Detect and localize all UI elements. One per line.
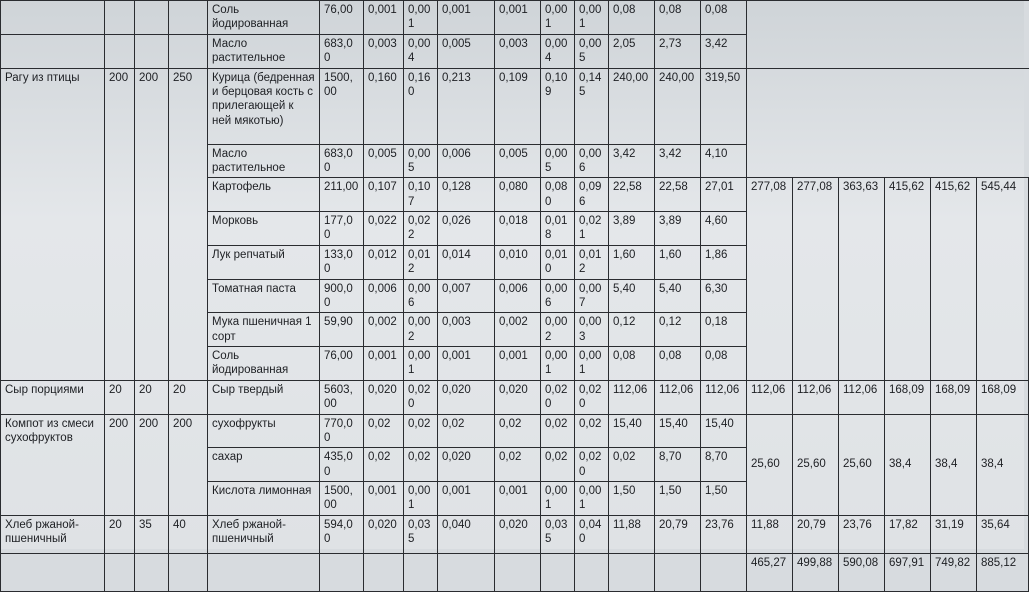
ingredient-cell: Кислота лимонная [208, 482, 320, 516]
total-cell: 38,4 [931, 414, 977, 515]
ingredient-cell: Морковь [208, 212, 320, 246]
table-row: Сыр порциями 20 20 20 Сыр твердый 5603,00 0,020 0,020 0,020 0,020 0,020 0,020 112,06 112,06 112,06 112,06 112,06 112,06 168,09 168,09 168,09 [1, 380, 1029, 414]
total-cell: 17,82 [885, 515, 931, 553]
table-row: Компот из смеси сухофруктов 200 200 200 сухофрукты 770,00 0,02 0,02 0,02 0,02 0,02 0,02 15,40 15,40 15,40 25,60 25,60 25,60 38,4 38,4 38,4 [1, 414, 1029, 448]
table-row: Томатная паста 900,00 0,006 0,006 0,007 0,006 0,006 0,007 5,40 5,40 6,30 [1, 279, 1029, 313]
ingredient-cell: Соль йодированная [208, 1, 320, 35]
grand-total-row [1, 553, 1029, 591]
ingredient-cell: Масло растительное [208, 144, 320, 178]
dish-cell: Компот из смеси сухофруктов [1, 414, 105, 515]
total-cell: 168,09 [931, 380, 977, 414]
total-cell: 38,4 [977, 414, 1029, 515]
dish-cell: Сыр порциями [1, 380, 105, 414]
ingredient-cell: Мука пшеничная 1 сорт [208, 313, 320, 347]
ingredient-cell: Сыр твердый [208, 380, 320, 414]
total-cell: 168,09 [977, 380, 1029, 414]
ingredient-cell: Масло растительное [208, 34, 320, 68]
dish-cell: Хлеб ржаной-пшеничный [1, 515, 105, 553]
table-row: сахар 435,00 0,02 0,02 0,020 0,02 0,02 0,020 0,02 8,70 8,70 [1, 448, 1029, 482]
dish-cell: Рагу из птицы [1, 68, 105, 380]
table-row: Хлеб ржаной-пшеничный 20 35 40 Хлеб ржаной-пшеничный 594,00 0,020 0,035 0,040 0,020 0,035 0,040 11,88 20,79 23,76 11,88 20,79 23,76 17,82 31,19 35,64 [1, 515, 1029, 553]
grand-total-cell: 590,08 [839, 553, 885, 591]
total-cell: 415,62 [885, 178, 931, 381]
table-row: Соль йодированная 76,00 0,001 0,001 0,001 0,001 0,001 0,001 0,08 0,08 0,08 [1, 1, 1029, 35]
table-row: Кислота лимонная 1500,00 0,001 0,001 0,001 0,001 0,001 0,001 1,50 1,50 1,50 [1, 482, 1029, 516]
total-cell: 23,76 [839, 515, 885, 553]
grand-total-cell: 749,82 [931, 553, 977, 591]
total-cell: 545,44 [977, 178, 1029, 381]
ingredient-cell: сахар [208, 448, 320, 482]
table-row: Рагу из птицы 200 200 250 Курица (бедренная и берцовая кость с прилегающей к ней мякотью) 1500,00 0,160 0,160 0,213 0,109 0,109 0,145 240,00 240,00 319,50 [1, 68, 1029, 144]
total-cell: 277,08 [793, 178, 839, 381]
ingredient-cell: Лук репчатый [208, 245, 320, 279]
dish-cell [1, 1, 105, 35]
total-cell: 277,08 [747, 178, 793, 381]
grand-total-cell: 885,12 [977, 553, 1029, 591]
total-cell: 168,09 [885, 380, 931, 414]
ingredient-cell: Картофель [208, 178, 320, 212]
total-cell: 35,64 [977, 515, 1029, 553]
total-cell: 415,62 [931, 178, 977, 381]
grand-total-cell: 697,91 [885, 553, 931, 591]
total-cell: 31,19 [931, 515, 977, 553]
table-row: Лук репчатый 133,00 0,012 0,012 0,014 0,010 0,010 0,012 1,60 1,60 1,86 [1, 245, 1029, 279]
total-cell: 25,60 [793, 414, 839, 515]
total-cell: 25,60 [747, 414, 793, 515]
table-row: Соль йодированная 76,00 0,001 0,001 0,001 0,001 0,001 0,001 0,08 0,08 0,08 [1, 347, 1029, 381]
grand-total-cell: 465,27 [747, 553, 793, 591]
total-cell: 112,06 [747, 380, 793, 414]
table-row: Масло растительное 683,00 0,003 0,004 0,005 0,003 0,004 0,005 2,05 2,73 3,42 [1, 34, 1029, 68]
grand-total-cell: 499,88 [793, 553, 839, 591]
table-row: Масло растительное 683,00 0,005 0,005 0,006 0,005 0,005 0,006 3,42 3,42 4,10 [1, 144, 1029, 178]
total-cell: 20,79 [793, 515, 839, 553]
ingredient-cell: Томатная паста [208, 279, 320, 313]
total-cell: 363,63 [839, 178, 885, 381]
total-cell: 11,88 [747, 515, 793, 553]
table-row: Морковь 177,00 0,022 0,022 0,026 0,018 0,018 0,021 3,89 3,89 4,60 [1, 212, 1029, 246]
table-row: Картофель 211,00 0,107 0,107 0,128 0,080 0,080 0,096 22,58 22,58 27,01 277,08 277,08 363,63 415,62 415,62 545,44 [1, 178, 1029, 212]
ingredient-cell: Курица (бедренная и берцовая кость с прилегающей к ней мякотью) [208, 68, 320, 144]
table-row: Мука пшеничная 1 сорт 59,90 0,002 0,002 0,003 0,002 0,002 0,003 0,12 0,12 0,18 [1, 313, 1029, 347]
total-cell: 25,60 [839, 414, 885, 515]
total-cell: 112,06 [793, 380, 839, 414]
total-cell: 38,4 [885, 414, 931, 515]
ingredient-cell: Хлеб ржаной-пшеничный [208, 515, 320, 553]
ingredient-cell: Соль йодированная [208, 347, 320, 381]
ingredient-cell: сухофрукты [208, 414, 320, 448]
total-cell: 112,06 [839, 380, 885, 414]
